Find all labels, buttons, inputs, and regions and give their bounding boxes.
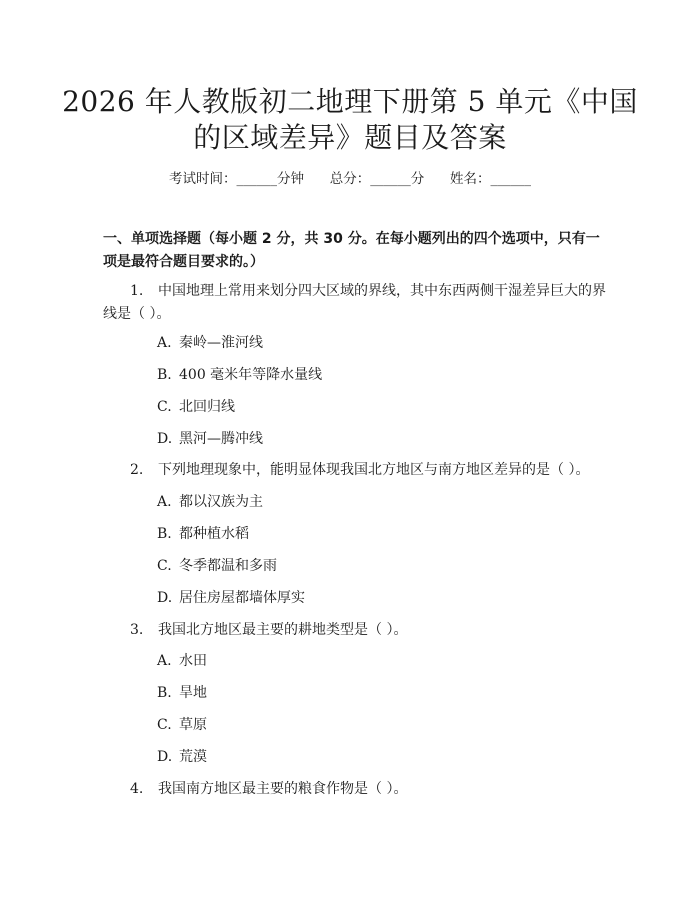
option-text: 黑河—腾冲线: [179, 431, 263, 447]
question-1-option-c: [157, 397, 235, 417]
question-text: 下列地理现象中，能明显体现我国北方地区与南方地区差异的是（ ）。: [158, 462, 590, 478]
option-letter: D.: [157, 749, 173, 765]
option-text: 400 毫米年等降水量线: [179, 367, 323, 383]
option-letter: C.: [157, 558, 172, 574]
question-3: [103, 619, 608, 642]
question-2-option-a: [157, 492, 263, 512]
question-4: [103, 778, 608, 801]
question-2: [103, 459, 608, 482]
option-letter: B.: [157, 367, 172, 383]
option-letter: B.: [157, 526, 172, 542]
option-letter: B.: [157, 685, 172, 701]
section-heading: 一、单项选择题（每小题 2 分，共 30 分。在每小题列出的四个选项中，只有一项是最符合题目要求的。）: [103, 231, 600, 270]
option-text: 秦岭—淮河线: [179, 335, 263, 351]
option-letter: A.: [157, 494, 172, 510]
option-text: 都种植水稻: [179, 526, 249, 542]
option-text: 水田: [179, 653, 207, 669]
question-3-option-d: [157, 747, 207, 767]
document-title-line-2: 的区域差异》题目及答案: [193, 121, 507, 154]
question-1-option-b: [157, 365, 322, 385]
option-letter: D.: [157, 590, 173, 606]
question-1: [103, 280, 608, 326]
question-text: 中国地理上常用来划分四大区域的界线，其中东西两侧干湿差异巨大的界线是（ ）。: [103, 283, 606, 322]
option-letter: A.: [157, 335, 172, 351]
option-text: 荒漠: [179, 749, 207, 765]
question-3-option-b: [157, 683, 207, 703]
question-text: 我国北方地区最主要的耕地类型是（ ）。: [158, 622, 408, 638]
question-number: 4.: [130, 781, 144, 797]
question-number: 3.: [130, 622, 144, 638]
option-text: 冬季都温和多雨: [179, 558, 277, 574]
option-text: 居住房屋都墙体厚实: [179, 590, 305, 606]
option-letter: A.: [157, 653, 172, 669]
question-1-option-a: [157, 333, 263, 353]
option-text: 草原: [179, 717, 207, 733]
question-2-option-c: [157, 556, 277, 576]
option-text: 旱地: [179, 685, 207, 701]
option-letter: D.: [157, 431, 173, 447]
question-number: 1.: [130, 283, 144, 299]
question-number: 2.: [130, 462, 144, 478]
question-3-option-a: [157, 651, 207, 671]
option-text: 都以汉族为主: [179, 494, 263, 510]
option-letter: C.: [157, 399, 172, 415]
question-1-option-d: [157, 429, 263, 449]
exam-info-line: 考试时间：______分钟 总分：______分 姓名：______: [169, 171, 531, 187]
question-3-option-c: [157, 715, 207, 735]
question-2-option-d: [157, 588, 305, 608]
question-2-option-b: [157, 524, 249, 544]
question-text: 我国南方地区最主要的粮食作物是（ ）。: [158, 781, 408, 797]
option-letter: C.: [157, 717, 172, 733]
option-text: 北回归线: [179, 399, 235, 415]
document-title-line-1: 2026 年人教版初二地理下册第 5 单元《中国: [62, 85, 638, 118]
